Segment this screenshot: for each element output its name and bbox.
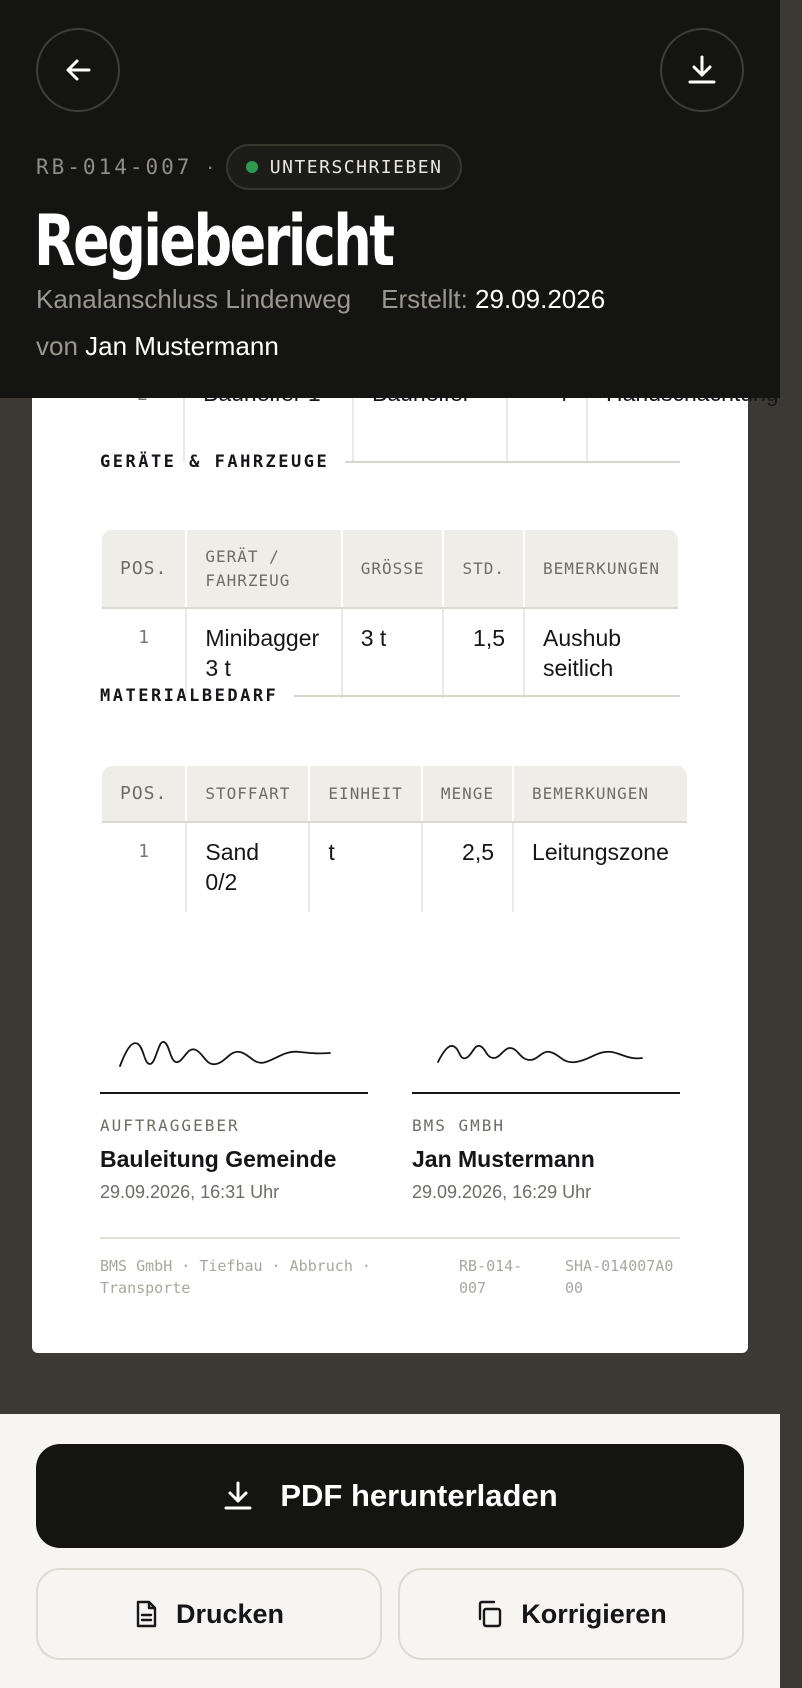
project-line <box>36 284 605 315</box>
equipment-table <box>102 530 678 698</box>
signature-scribble-icon <box>100 1020 340 1072</box>
status-dot-icon <box>246 161 258 173</box>
page-title: Regiebericht <box>34 200 393 283</box>
header-remarks: BEMERKUNGEN <box>513 766 687 822</box>
section-divider <box>345 461 680 463</box>
meta-row <box>36 144 462 190</box>
created-date: 29.09.2026 <box>475 284 606 314</box>
author-line <box>36 331 279 362</box>
header-remarks: BEMERKUNGEN <box>524 530 678 608</box>
signature-name: Jan Mustermann <box>412 1146 595 1172</box>
footer-company: BMS GmbH · Tiefbau · Abbruch · Transporte <box>100 1257 371 1297</box>
project-name: Kanalanschluss Lindenweg <box>36 284 352 314</box>
cell-size: 3 t <box>342 608 444 698</box>
table-header-row <box>102 530 678 608</box>
materials-section-header <box>100 686 680 706</box>
cell-remarks: Leitungszone <box>532 839 669 865</box>
materials-table <box>102 766 687 912</box>
status-badge <box>226 144 463 190</box>
arrow-left-icon <box>63 55 93 85</box>
signature-date: 29.09.2026, 16:29 Uhr <box>412 1182 592 1202</box>
table-header-row <box>102 766 687 822</box>
footer-hash: SHA-014007A000 <box>565 1257 674 1297</box>
header-size: GRÖSSE <box>342 530 444 608</box>
section-divider <box>294 695 680 697</box>
signature-role: BMS GMBH <box>412 1116 506 1135</box>
signature-role: AUFTRAGGEBER <box>100 1116 240 1135</box>
header-item: GERÄT / FAHRZEUG <box>186 530 341 608</box>
document-id: RB-014-007 <box>36 155 193 179</box>
cell-remarks: Aushub seitlich <box>543 625 622 681</box>
download-icon <box>686 54 718 86</box>
signature-scribble-icon <box>412 1020 652 1072</box>
header-type: STOFFART <box>186 766 309 822</box>
table-row <box>102 608 678 698</box>
correct-button[interactable] <box>398 1568 744 1660</box>
header-pos: POS. <box>102 766 186 822</box>
cell-unit: t <box>309 822 421 912</box>
print-button[interactable] <box>36 1568 382 1660</box>
cell-type: Sand 0/2 <box>186 822 309 912</box>
signature-client <box>100 1020 368 1202</box>
author-name: Jan Mustermann <box>85 331 279 361</box>
action-bar <box>0 1414 780 1688</box>
report-header <box>0 0 780 398</box>
cell-pos: 1 <box>102 822 186 912</box>
cell-hours: 1,5 <box>443 608 524 698</box>
correct-label: Korrigieren <box>521 1598 667 1629</box>
report-document[interactable] <box>32 360 748 1353</box>
signature-line <box>412 1092 680 1094</box>
section-title: MATERIALBEDARF <box>100 686 279 706</box>
header-qty: MENGE <box>422 766 513 822</box>
footer-doc-id: RB-014-007 <box>459 1257 523 1297</box>
copy-icon <box>475 1600 503 1628</box>
author-label: von <box>36 331 78 361</box>
status-text: UNTERSCHRIEBEN <box>269 156 443 178</box>
header-hours: STD. <box>443 530 524 608</box>
header-unit: EINHEIT <box>309 766 421 822</box>
section-title: GERÄTE & FAHRZEUGE <box>100 452 330 472</box>
created-label: Erstellt: <box>381 284 468 314</box>
download-button[interactable] <box>660 28 744 112</box>
document-icon <box>134 1600 158 1628</box>
header-pos: POS. <box>102 530 186 608</box>
signature-contractor <box>412 1020 680 1202</box>
footer-divider <box>100 1237 680 1239</box>
cell-item: Minibagger 3 t <box>186 608 341 698</box>
cell-pos: 1 <box>102 608 186 698</box>
back-button[interactable] <box>36 28 120 112</box>
equipment-section-header <box>100 452 680 472</box>
pdf-download-button[interactable] <box>36 1444 744 1548</box>
cell-qty: 2,5 <box>422 822 513 912</box>
pdf-download-label: PDF herunterladen <box>280 1478 558 1513</box>
signature-date: 29.09.2026, 16:31 Uhr <box>100 1182 280 1202</box>
print-label: Drucken <box>175 1598 285 1629</box>
table-row <box>102 822 687 912</box>
signature-name: Bauleitung Gemeinde <box>100 1146 337 1172</box>
separator: · <box>206 154 214 179</box>
signature-line <box>100 1092 368 1094</box>
download-icon <box>222 1480 254 1512</box>
